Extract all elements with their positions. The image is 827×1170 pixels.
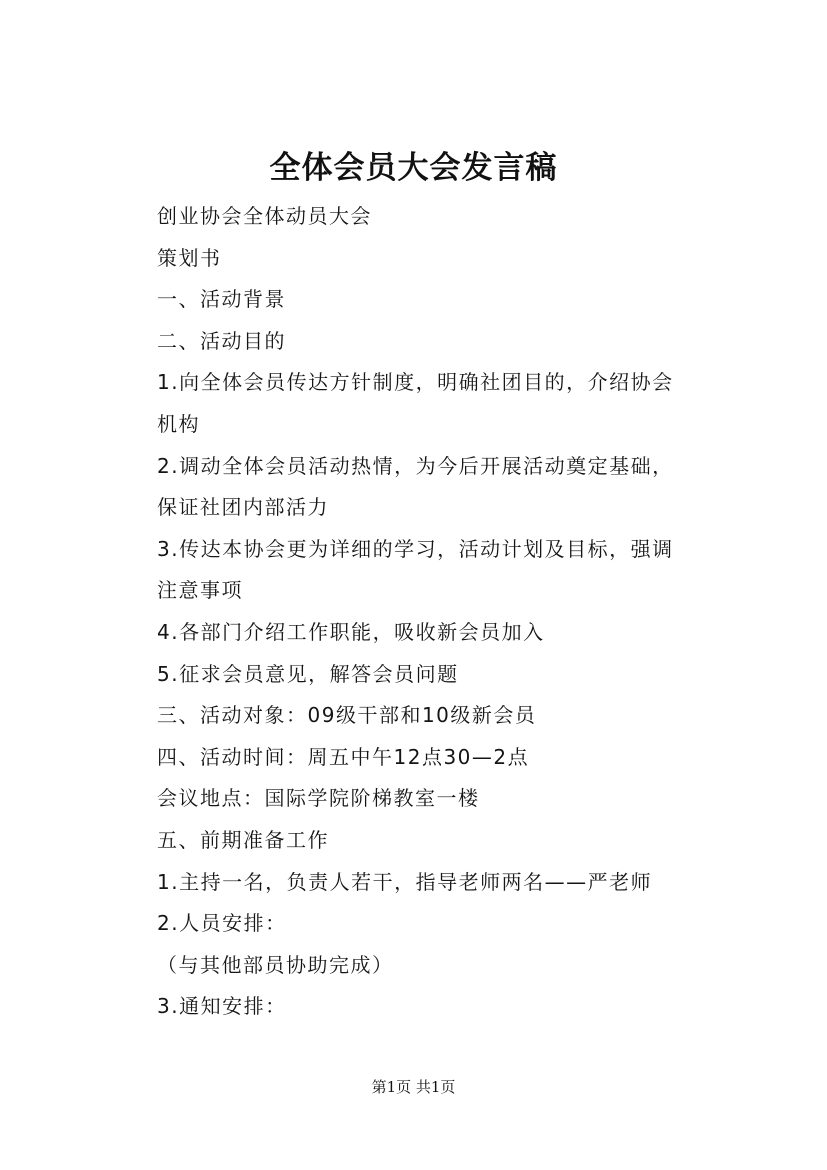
body-line: 会议地点：国际学院阶梯教室一楼: [157, 786, 480, 811]
document-body: [157, 196, 692, 1028]
body-line: 注意事项: [157, 578, 243, 603]
document-title: 全体会员大会发言稿: [269, 150, 558, 186]
section-heading: 五、前期准备工作: [157, 827, 329, 852]
body-line: 创业协会全体动员大会: [157, 204, 372, 228]
body-line: 2.人员安排：: [157, 911, 287, 936]
body-line: 机构: [157, 411, 200, 436]
body-line: 3.传达本协会更为详细的学习，活动计划及目标，强调: [157, 536, 674, 561]
body-line: 1.主持一名，负责人若干，指导老师两名——严老师: [157, 869, 653, 894]
page-footer: 第1页 共1页: [371, 1078, 456, 1096]
section-heading: 四、活动时间：周五中午12点30—2点: [157, 744, 530, 769]
section-heading: 二、活动目的: [157, 328, 286, 353]
body-line: 5.征求会员意见，解答会员问题: [157, 661, 459, 686]
body-line: 3.通知安排：: [157, 994, 287, 1019]
body-line: 4.各部门介绍工作职能，吸收新会员加入: [157, 619, 545, 644]
body-line: 1.向全体会员传达方针制度，明确社团目的，介绍协会: [157, 370, 674, 395]
body-line: 2.调动全体会员活动热情，为今后开展活动奠定基础，: [157, 453, 674, 478]
body-line: 保证社团内部活力: [157, 495, 329, 520]
body-line: 策划书: [157, 245, 222, 270]
section-heading: 一、活动背景: [157, 287, 286, 312]
body-line: （与其他部员协助完成）: [157, 952, 394, 977]
section-heading: 三、活动对象：09级干部和10级新会员: [157, 703, 537, 728]
